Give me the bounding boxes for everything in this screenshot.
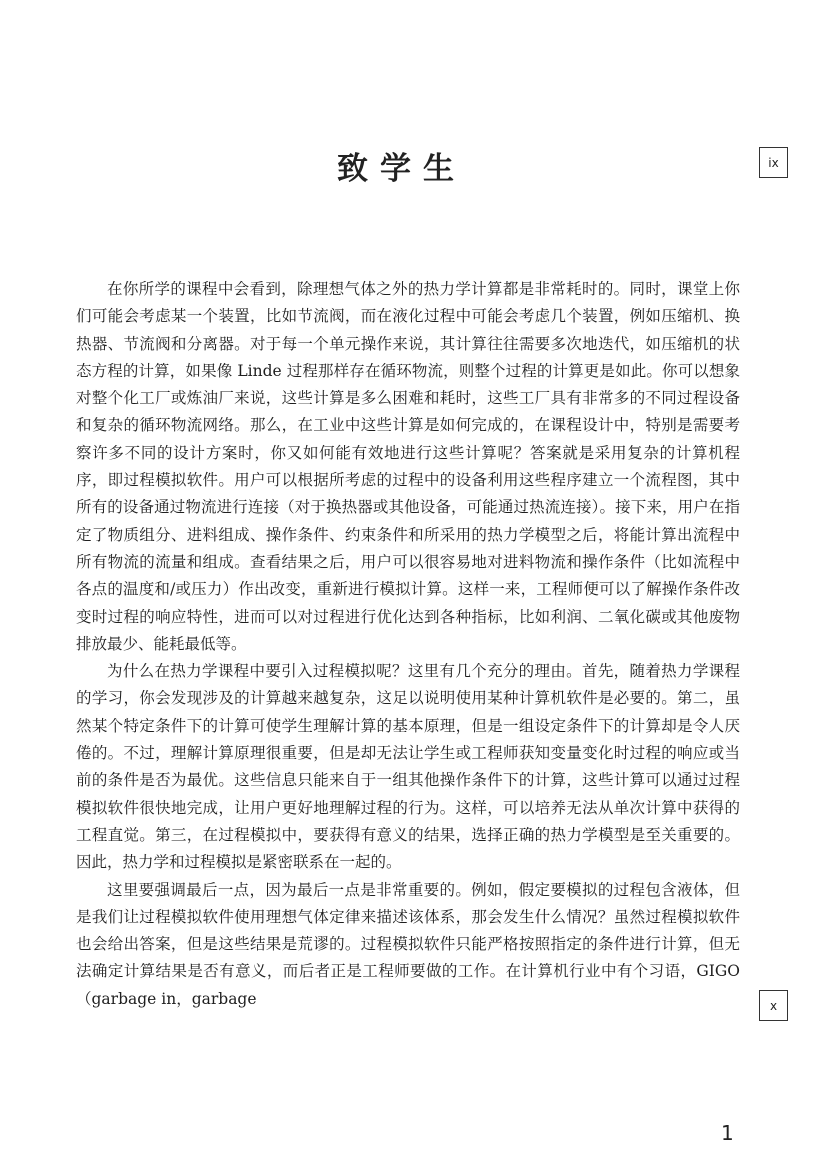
margin-page-mark-bottom: x xyxy=(759,990,788,1021)
paragraph-3: 这里要强调最后一点，因为最后一点是非常重要的。例如，假定要模拟的过程包含液体，但是我们让过程模拟软件使用理想气体定律来描述该体系，那会发生什么情况？虽然过程模拟软件也会给出答案，但是这些结果是荒谬的。过程模拟软件只能严格按照指定的条件进行计算，但无法确定计算结果是否有意义，而后者正是工程师要做的工作。在计算机行业中有个习语，GIGO（garbage in，garbage xyxy=(76,880,740,1008)
margin-page-mark-top: ix xyxy=(759,147,788,178)
paragraph-1: 在你所学的课程中会看到，除理想气体之外的热力学计算都是非常耗时的。同时，课堂上你们可能会考虑某一个装置，比如节流阀，而在液化过程中可能会考虑几个装置，例如压缩机、换热器、节流阀和分离器。对于每一个单元操作来说，其计算往往需要多次地迭代，如压缩机的状态方程的计算，如果像 Linde 过程那样存在循环物流，则整个过程的计算更是如此。你可以想象对整个化工厂或炼油厂来说，这些计算是多么困难和耗时，这些工厂具有非常多的不同过程设备和复杂的循环物流网络。那么，在工业中这些计算是如何完成的，在课程设计中，特别是需要考察许多不同的设计方案时，你又如何能有效地进行这些计算呢？答案就是采用复杂的计算机程序，即过程模拟软件。用户可以根据所考虑的过程中的设备利用这些程序建立一个流程图，其中所有的设备通过物流进行连接（对于换热器或其他设备，可能通过热流连接）。接下来，用户在指定了物质组分、进料组成、操作条件、约束条件和所采用的热力学模型之后，将能计算出流程中所有物流的流量和组成。查看结果之后，用户可以很容易地对进料物流和操作条件（比如流程中各点的温度和/或压力）作出改变，重新进行模拟计算。这样一来，工程师便可以了解操作条件改变时过程的响应特性，进而可以对过程进行优化达到各种指标，比如利润、二氧化碳或其他废物排放最少、能耗最低等。 xyxy=(76,280,740,653)
page-number: 1 xyxy=(721,1121,734,1145)
body-text xyxy=(76,276,740,1013)
page-title: 致学生 xyxy=(337,151,466,187)
paragraph-2: 为什么在热力学课程中要引入过程模拟呢？这里有几个充分的理由。首先，随着热力学课程的学习，你会发现涉及的计算越来越复杂，这足以说明使用某种计算机软件是必要的。第二，虽然某个特定条件下的计算可使学生理解计算的基本原理，但是一组设定条件下的计算却是令人厌倦的。不过，理解计算原理很重要，但是却无法让学生或工程师获知变量变化时过程的响应或当前的条件是否为最优。这些信息只能来自于一组其他操作条件下的计算，这些计算可以通过过程模拟软件很快地完成，让用户更好地理解过程的行为。这样，可以培养无法从单次计算中获得的工程直觉。第三，在过程模拟中，要获得有意义的结果，选择正确的热力学模型是至关重要的。因此，热力学和过程模拟是紧密联系在一起的。 xyxy=(76,662,740,872)
